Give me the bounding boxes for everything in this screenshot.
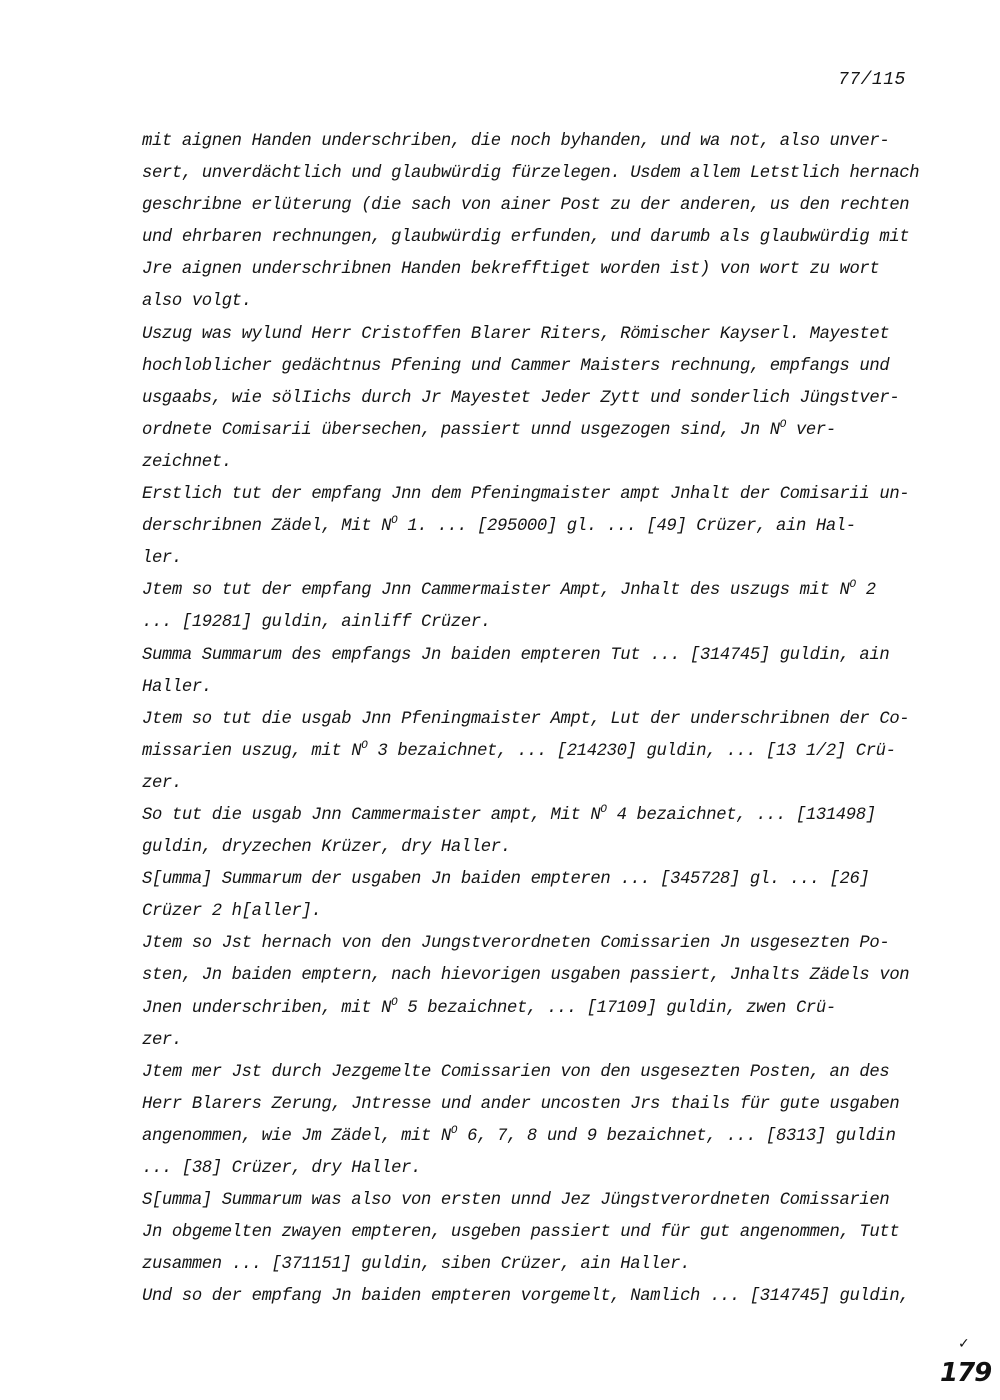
text-line xyxy=(142,832,932,864)
text-line xyxy=(142,1249,932,1281)
text-line xyxy=(142,640,932,672)
line-text: hochloblicher gedächtnus Pfening und Cammer Maisters rechnung, empfangs und xyxy=(142,356,890,376)
text-line xyxy=(142,928,932,960)
line-text-continued: 4 bezaichnet, ... [131498] xyxy=(606,805,876,825)
text-line xyxy=(142,1057,932,1089)
line-text: Jtem so tut der empfang Jnn Cammermaister Ampt, Jnhalt des uszugs mit N xyxy=(142,581,850,601)
text-line xyxy=(142,511,932,543)
line-text-continued: 1. ... [295000] gl. ... [49] Crüzer, ain Hal- xyxy=(397,517,856,537)
text-line xyxy=(142,415,932,447)
line-text: Jtem mer Jst durch Jezgemelte Comissarien von den usgesezten Posten, an des xyxy=(142,1062,890,1082)
text-line xyxy=(142,1025,932,1057)
line-text: Jnen underschriben, mit N xyxy=(142,998,392,1018)
line-text: guldin, dryzechen Krüzer, dry Haller. xyxy=(142,838,511,858)
text-line xyxy=(142,190,932,222)
line-text: So tut die usgab Jnn Cammermaister ampt, Mit N xyxy=(142,805,601,825)
line-text: ler. xyxy=(142,549,182,569)
line-text: mit aignen Handen underschriben, die noch byhanden, und wa not, also unver- xyxy=(142,132,890,151)
folio-number: 179 xyxy=(940,1358,992,1388)
text-line xyxy=(142,864,932,896)
line-text: Herr Blarers Zerung, Jntresse und ander uncosten Jrs thails für gute usgaben xyxy=(142,1094,900,1114)
text-line xyxy=(142,479,932,511)
line-text: sert, unverdächtlich und glaubwürdig fürzelegen. Usdem allem Letstlich hernach xyxy=(142,164,920,184)
line-text: Jn obgemelten zwayen empteren, usgeben passiert und für gut angenommen, Tutt xyxy=(142,1223,900,1243)
numero-superscript: O xyxy=(450,1124,458,1137)
line-text-continued: 6, 7, 8 und 9 bezaichnet, ... [8313] guldin xyxy=(457,1126,896,1146)
line-text-continued: 5 bezaichnet, ... [17109] guldin, zwen Crü- xyxy=(397,998,836,1018)
text-line xyxy=(142,254,932,286)
text-line xyxy=(142,1281,932,1313)
text-line xyxy=(142,158,932,190)
text-line xyxy=(142,607,932,639)
numero-superscript: O xyxy=(391,515,398,528)
line-text: Summa Summarum des empfangs Jn baiden empteren Tut ... [314745] guldin, ain xyxy=(142,645,890,665)
numero-superscript: O xyxy=(779,418,786,431)
text-line xyxy=(142,319,932,351)
text-line xyxy=(142,1185,932,1217)
text-line xyxy=(142,543,932,575)
line-text-continued: ver- xyxy=(785,420,836,440)
text-line xyxy=(142,447,932,479)
line-text: zusammen ... [371151] guldin, siben Crüzer, ain Haller. xyxy=(142,1255,691,1275)
line-text: S[umma] Summarum was also von ersten unnd Jez Jüngstverordneten Comissarien xyxy=(142,1191,890,1211)
line-text: S[umma] Summarum der usgaben Jn baiden empteren ... [345728] gl. ... [26] xyxy=(142,870,870,890)
numero-superscript: O xyxy=(361,739,368,752)
text-line xyxy=(142,1121,932,1153)
text-line xyxy=(142,704,932,736)
line-text: missarien uszug, mit N xyxy=(142,741,362,761)
text-line xyxy=(142,1217,932,1249)
text-line xyxy=(142,351,932,383)
line-text: Erstlich tut der empfang Jnn dem Pfeningmaister ampt Jnhalt der Comisarii un- xyxy=(142,485,910,505)
text-line xyxy=(142,1153,932,1185)
line-text: Jre aignen underschribnen Handen bekrefftiget worden ist) von wort zu wort xyxy=(142,260,880,280)
line-text: Und so der empfang Jn baiden empteren vorgemelt, Namlich ... [314745] guldin, xyxy=(142,1287,910,1307)
text-line xyxy=(142,768,932,800)
text-line xyxy=(142,1089,932,1121)
check-mark-icon: ✓ xyxy=(958,1336,970,1352)
text-line xyxy=(142,126,932,158)
line-text: sten, Jn baiden emptern, nach hievorigen usgaben passiert, Jnhalts Zädels von xyxy=(142,966,910,986)
text-line xyxy=(142,960,932,992)
text-line xyxy=(142,800,932,832)
line-text: Crüzer 2 h[aller]. xyxy=(142,902,322,922)
line-text-continued: 2 xyxy=(855,581,876,601)
page-number: 77/115 xyxy=(838,70,906,90)
line-text: angenommen, wie Jm Zädel, mit N xyxy=(142,1126,451,1146)
line-text: usgaabs, wie sölIichs durch Jr Mayestet Jeder Zytt und sonderlich Jüngstver- xyxy=(142,388,900,408)
line-text: ... [38] Crüzer, dry Haller. xyxy=(142,1159,421,1178)
line-text: Jtem so Jst hernach von den Jungstverordneten Comissarien Jn usgesezten Po- xyxy=(142,934,890,954)
text-line xyxy=(142,896,932,928)
numero-superscript: O xyxy=(391,996,398,1009)
line-text-continued: 3 bezaichnet, ... [214230] guldin, ... [13 1/2] Crü- xyxy=(367,741,896,761)
text-line xyxy=(142,383,932,415)
line-text: ordnete Comisarii übersechen, passiert unnd usgezogen sind, Jn N xyxy=(142,420,780,440)
numero-superscript: O xyxy=(600,803,607,816)
line-text: derschribnen Zädel, Mit N xyxy=(142,517,392,537)
line-text: und ehrbaren rechnungen, glaubwürdig erfunden, und darumb als glaubwürdig mit xyxy=(142,228,910,248)
line-text: Haller. xyxy=(142,677,212,697)
text-line xyxy=(142,736,932,768)
text-line xyxy=(142,222,932,254)
text-line xyxy=(142,286,932,318)
numero-superscript: O xyxy=(849,579,856,592)
line-text: zeichnet. xyxy=(142,452,232,472)
line-text: ... [19281] guldin, ainliff Crüzer. xyxy=(142,613,491,633)
line-text: Uszug was wylund Herr Cristoffen Blarer Riters, Römischer Kayserl. Mayestet xyxy=(142,324,890,344)
line-text: geschribne erlüterung (die sach von ainer Post zu der anderen, us den rechten xyxy=(142,196,910,216)
line-text: Jtem so tut die usgab Jnn Pfeningmaister Ampt, Lut der underschribnen der Co- xyxy=(142,709,910,729)
line-text: zer. xyxy=(142,1030,182,1050)
transcription-body xyxy=(142,126,932,1313)
line-text: also volgt. xyxy=(142,292,252,312)
line-text: zer. xyxy=(142,773,182,793)
text-line xyxy=(142,993,932,1025)
text-line xyxy=(142,575,932,607)
text-line xyxy=(142,672,932,704)
